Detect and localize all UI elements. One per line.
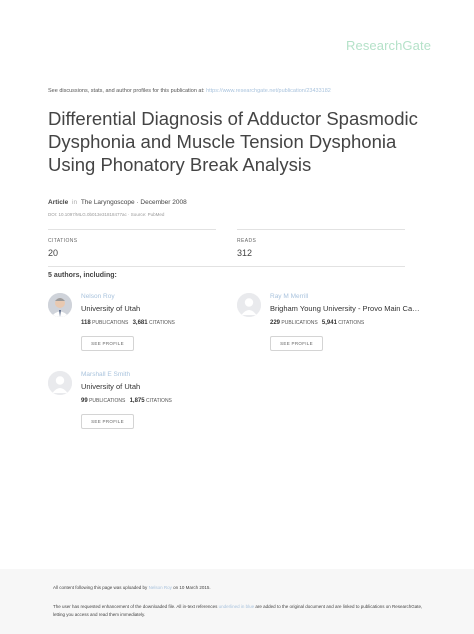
- author-card: [48, 371, 248, 437]
- see-profile-button[interactable]: SEE PROFILE: [81, 336, 134, 351]
- upload-suffix: on 10 March 2015.: [173, 585, 211, 590]
- publications-count: 118: [81, 320, 91, 326]
- see-profile-button[interactable]: SEE PROFILE: [270, 336, 323, 351]
- reads-value: 312: [237, 248, 253, 258]
- divider: [48, 229, 216, 230]
- default-avatar-icon: [48, 371, 72, 395]
- footer-panel: [0, 569, 474, 634]
- author-card: [237, 293, 437, 359]
- citations-label: CITATIONS: [48, 238, 78, 244]
- avatar[interactable]: [48, 293, 72, 317]
- journal-info[interactable]: The Laryngoscope · December 2008: [80, 199, 187, 206]
- publications-label: PUBLICATIONS: [281, 320, 318, 326]
- publications-count: 229: [270, 320, 281, 326]
- citations-count: 5,941: [321, 320, 337, 326]
- citations-count: 1,875: [129, 398, 145, 404]
- discussion-line: [48, 88, 428, 94]
- doi-line: DOI: 10.1097/MLG.0b013e31818477ac · Source: PubMed: [48, 212, 165, 217]
- author-institution: University of Utah: [81, 382, 141, 391]
- publications-label: PUBLICATIONS: [89, 398, 126, 404]
- publication-meta: [48, 199, 187, 206]
- avatar[interactable]: [237, 293, 261, 317]
- citations-label: CITATIONS: [145, 398, 172, 404]
- reads-label: READS: [237, 238, 257, 244]
- author-institution: Brigham Young University - Provo Main Ca…: [270, 304, 420, 313]
- citations-label: CITATIONS: [338, 320, 365, 326]
- divider: [48, 266, 405, 267]
- see-profile-button[interactable]: SEE PROFILE: [81, 414, 134, 429]
- enhancement-notice: [53, 603, 433, 619]
- avatar[interactable]: [48, 371, 72, 395]
- default-avatar-icon: [237, 293, 261, 317]
- authors-heading: 5 authors, including:: [48, 272, 117, 279]
- author-stats: [270, 320, 364, 326]
- notice-suffix: are added to the original document and are linked to publications on ResearchGate, letting you access and read them immediately.: [53, 604, 423, 617]
- publication-type: Article: [48, 199, 69, 206]
- author-stats: [81, 320, 175, 326]
- publications-label: PUBLICATIONS: [92, 320, 129, 326]
- notice-prefix: The user has requested enhancement of the downloaded file. All in-text references: [53, 604, 218, 609]
- upload-prefix: All content following this page was uploaded by: [53, 585, 148, 590]
- uploader-link[interactable]: Nelson Roy: [148, 585, 172, 590]
- notice-link[interactable]: underlined in blue: [218, 604, 255, 609]
- upload-notice: [53, 585, 211, 590]
- citations-value: 20: [48, 248, 59, 258]
- author-stats: [81, 398, 172, 404]
- citations-count: 3,681: [132, 320, 148, 326]
- author-name[interactable]: Marshall E Smith: [81, 371, 131, 378]
- divider: [237, 229, 405, 230]
- author-card: [48, 293, 248, 359]
- author-photo-icon: [48, 293, 72, 317]
- publication-separator: in: [72, 199, 78, 206]
- publication-link[interactable]: https://www.researchgate.net/publication/23433182: [206, 88, 331, 94]
- publications-count: 99: [81, 398, 88, 404]
- author-name[interactable]: Ray M Merrill: [270, 293, 309, 300]
- author-name[interactable]: Nelson Roy: [81, 293, 115, 300]
- publication-title: Differential Diagnosis of Adductor Spasmodic Dysphonia and Muscle Tension Dysphonia Using Phonatory Break Analysis: [48, 108, 418, 175]
- researchgate-logo[interactable]: ResearchGate: [346, 38, 432, 53]
- author-institution: University of Utah: [81, 304, 141, 313]
- citations-label: CITATIONS: [148, 320, 175, 326]
- discussion-prefix: See discussions, stats, and author profiles for this publication at:: [48, 88, 205, 94]
